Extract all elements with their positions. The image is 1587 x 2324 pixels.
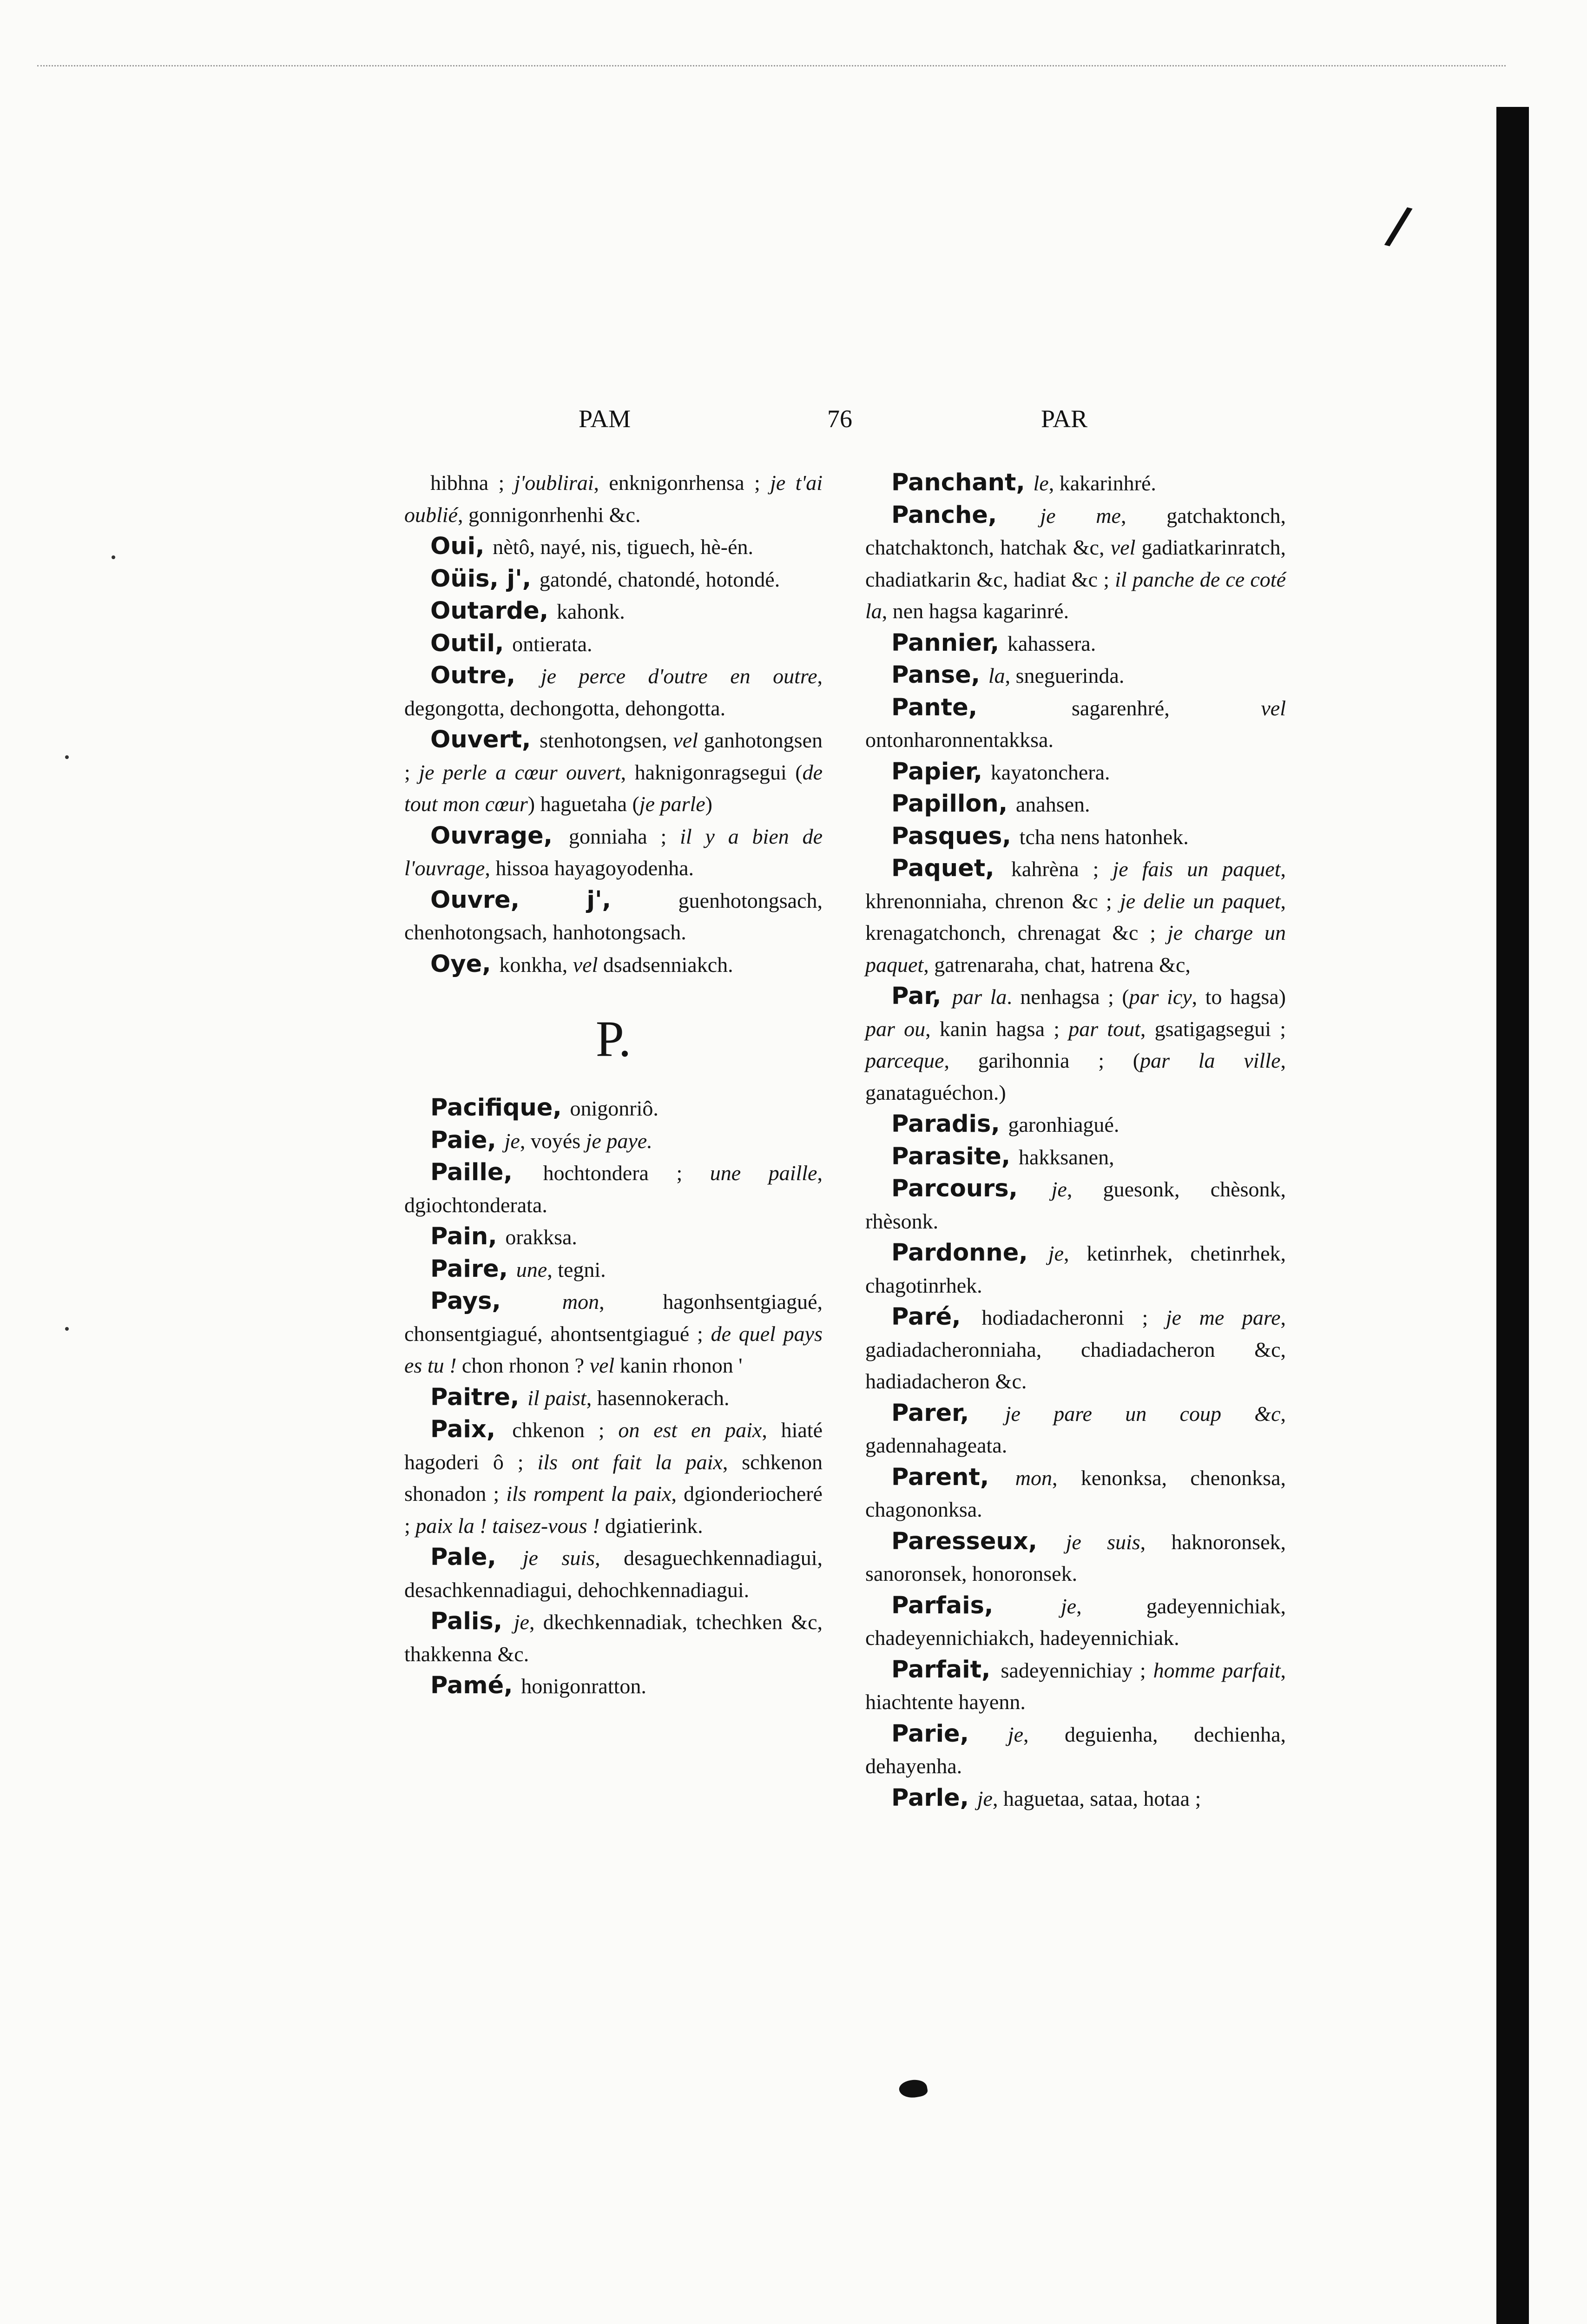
definition-text: konkha,: [499, 952, 573, 977]
headword: Paille,: [430, 1159, 543, 1186]
definition-text: kanin rhonon ': [614, 1353, 743, 1377]
headword: Parie,: [891, 1720, 1008, 1748]
right-entries: [865, 467, 1286, 1815]
french-gloss: de tout mon cœur: [404, 760, 823, 816]
french-gloss: je: [1060, 1594, 1077, 1618]
french-gloss: mon: [562, 1290, 599, 1314]
french-gloss: j'oublirai: [514, 471, 594, 495]
definition-text: , voyés: [520, 1129, 586, 1153]
french-gloss: je: [504, 1129, 520, 1153]
dictionary-entry: [865, 1141, 1286, 1174]
french-gloss: ils rompent la paix: [506, 1482, 672, 1505]
headword: Parfais,: [891, 1591, 1061, 1619]
definition-text: onigonriô.: [570, 1096, 659, 1120]
definition-text: . nenhagsa ; (: [1007, 985, 1129, 1009]
dictionary-entry: [404, 949, 823, 981]
french-gloss: ils ont fait la paix: [537, 1450, 723, 1474]
dictionary-entry: [865, 788, 1286, 821]
dictionary-entry: [865, 1526, 1286, 1590]
french-gloss: de quel pays es tu !: [404, 1321, 823, 1377]
dictionary-entry: [865, 692, 1286, 756]
definition-text: , ketinrhek, chetinrhek, chagotinrhek.: [865, 1241, 1286, 1297]
left-entries-p: [404, 1092, 823, 1703]
dictionary-entry: [404, 724, 823, 820]
dictionary-entry: [865, 467, 1286, 500]
french-gloss: je paye.: [586, 1129, 652, 1153]
headword: Paré,: [891, 1303, 982, 1331]
page-edge-shadow: [1496, 107, 1529, 2324]
definition-text: , desaguechkennadiagui, desachkennadiagui, dehochkennadiagui.: [404, 1546, 823, 1602]
definition-text: , hagonhsentgiagué, chonsentgiagué, ahontsentgiagué ;: [404, 1290, 823, 1346]
definition-text: , garihonnia ; (: [944, 1049, 1140, 1072]
ink-blot: [898, 2078, 928, 2100]
french-gloss: homme parfait: [1153, 1658, 1281, 1682]
headword: Parer,: [891, 1399, 1005, 1427]
definition-text: garonhiagué.: [1008, 1113, 1119, 1136]
definition-text: , haguetaa, sataa, hotaa ;: [992, 1786, 1201, 1810]
right-column: [865, 467, 1286, 1815]
dictionary-entry: [865, 1590, 1286, 1654]
definition-text: , gatchaktonch, chatchaktonch, hatchak &c,: [865, 503, 1286, 559]
dictionary-entry: [865, 821, 1286, 853]
french-gloss: je parle: [639, 792, 705, 816]
headword: Paradis,: [891, 1110, 1008, 1138]
french-gloss: une: [516, 1257, 547, 1281]
headword: Par,: [891, 983, 953, 1010]
definition-text: , guesonk, chèsonk, rhèsonk.: [865, 1177, 1286, 1233]
headword: Oüis, j',: [430, 565, 540, 593]
headword: Outil,: [430, 629, 513, 657]
headword: Pannier,: [891, 629, 1008, 657]
definition-text: , to hagsa): [1192, 985, 1286, 1009]
french-gloss: par la: [952, 985, 1007, 1009]
top-edge-mark: [37, 65, 1506, 66]
definition-text: , haknoronsek, sanoronsek, honoronsek.: [865, 1530, 1286, 1585]
dictionary-entry: [865, 627, 1286, 660]
dictionary-entry: [404, 1157, 823, 1221]
headword: Panse,: [891, 661, 988, 689]
definition-text: ontierata.: [512, 632, 593, 656]
dictionary-entry: [404, 1670, 823, 1703]
definition-text: kahassera.: [1007, 631, 1096, 655]
french-gloss: par la ville: [1140, 1049, 1281, 1072]
definition-text: guenhotongsach, chenhotongsach, hanhotongsach.: [404, 888, 823, 944]
french-gloss: je: [977, 1786, 993, 1810]
definition-text: sagarenhré,: [1072, 696, 1261, 720]
definition-text: gonniaha ;: [569, 824, 680, 848]
left-column: [404, 467, 823, 1703]
dictionary-entry: [865, 660, 1286, 692]
dictionary-entry: [865, 756, 1286, 789]
french-gloss: vel: [573, 952, 598, 977]
french-gloss: je me pare: [1166, 1306, 1281, 1329]
headword: Paitre,: [430, 1383, 528, 1411]
headword: Parcours,: [891, 1175, 1052, 1202]
headword: Ouvert,: [430, 726, 540, 753]
dictionary-entry: [404, 531, 823, 563]
headword: Panche,: [891, 501, 1040, 529]
definition-text: , tegni.: [547, 1257, 606, 1281]
french-gloss: vel: [589, 1353, 615, 1377]
headword: Parle,: [891, 1784, 977, 1812]
dictionary-entry: [404, 1382, 823, 1414]
french-gloss: par tout: [1068, 1017, 1140, 1041]
dictionary-entry: [865, 1237, 1286, 1301]
headword: Pante,: [891, 693, 1072, 721]
definition-text: , schkenon shonadon ;: [404, 1450, 823, 1505]
definition-text: , hiachtente hayenn.: [865, 1658, 1286, 1714]
french-gloss: je suis: [522, 1546, 595, 1570]
dictionary-entry: [404, 1221, 823, 1254]
french-gloss: je me: [1040, 503, 1121, 528]
headword: Pasques,: [891, 822, 1020, 850]
definition-text: kayatonchera.: [990, 760, 1110, 784]
headword: Pardonne,: [891, 1239, 1048, 1267]
definition-text: ontonharonnentakksa.: [865, 728, 1054, 752]
dictionary-entry: [404, 1414, 823, 1542]
section-letter: P.: [595, 1010, 632, 1067]
definition-text: , gsatigagsegui ;: [1140, 1017, 1286, 1041]
left-entries-o: [404, 467, 823, 981]
definition-text: hochtondera ;: [543, 1161, 710, 1185]
headword: Pale,: [430, 1544, 523, 1571]
definition-text: , nen hagsa kagarinré.: [882, 599, 1069, 623]
definition-text: , gonnigonrhenhi &c.: [457, 502, 641, 527]
definition-text: , ganataguéchon.): [865, 1049, 1286, 1104]
definition-text: anahsen.: [1015, 792, 1090, 816]
french-gloss: je: [1051, 1177, 1067, 1201]
french-gloss: je charge un paquet: [865, 921, 1286, 977]
page-number: 76: [827, 405, 852, 433]
french-gloss: vel: [673, 728, 698, 752]
dictionary-entry: [865, 981, 1286, 1109]
speck: [65, 1327, 69, 1331]
definition-text: tcha nens hatonhek.: [1019, 825, 1189, 849]
definition-text: ): [705, 792, 712, 816]
speck: [112, 555, 115, 559]
headword: Oui,: [430, 533, 493, 560]
headword: Parfait,: [891, 1656, 1001, 1684]
definition-text: gadiatkarinratch, chadiatkarin &c, hadiat &c ;: [865, 535, 1286, 591]
headword: Papillon,: [891, 790, 1016, 818]
definition-text: dsadsenniakch.: [598, 952, 733, 977]
definition-text: hakksanen,: [1018, 1145, 1114, 1169]
definition-text: , degongotta, dechongotta, dehongotta.: [404, 664, 823, 720]
definition-text: , gadeyennichiak, chadeyennichiakch, hadeyennichiak.: [865, 1594, 1286, 1650]
definition-text: honigonratton.: [521, 1674, 646, 1698]
headword: Parasite,: [891, 1142, 1019, 1170]
headword: Panchant,: [891, 469, 1034, 496]
headword: Ouvre, j',: [430, 886, 678, 914]
headword: Pain,: [430, 1223, 506, 1250]
headword: Parent,: [891, 1463, 1015, 1491]
headword: Paire,: [430, 1255, 516, 1283]
speck: [65, 755, 69, 759]
definition-text: dgiatierink.: [599, 1513, 703, 1538]
handwritten-mark: /: [1382, 194, 1416, 257]
definition-text: ) haguetaha (: [527, 792, 639, 816]
running-head-right: PAR: [1041, 405, 1088, 433]
french-gloss: mon: [1015, 1466, 1053, 1490]
dictionary-entry: [865, 1462, 1286, 1526]
headword: Pamé,: [430, 1672, 521, 1699]
dictionary-entry: [865, 1654, 1286, 1718]
definition-text: , enknigonrhensa ;: [593, 471, 770, 495]
definition-text: , hiaté hagoderi ô ;: [404, 1418, 823, 1474]
headword: Pays,: [430, 1287, 562, 1315]
definition-text: , gadennahageata.: [865, 1401, 1286, 1457]
french-gloss: parceque: [865, 1049, 944, 1072]
french-gloss: il panche de ce coté la: [865, 567, 1286, 623]
french-gloss: vel: [1261, 696, 1286, 720]
dictionary-entry: [404, 885, 823, 949]
definition-text: , dkechkennadiak, tchechken &c, thakkenna &c.: [404, 1610, 823, 1666]
french-gloss: une paille: [710, 1161, 817, 1185]
definition-text: gatondé, chatondé, hotondé.: [539, 567, 780, 591]
french-gloss: vel: [1110, 535, 1136, 559]
definition-text: ganhotongsen ;: [404, 728, 823, 784]
definition-text: , kanin hagsa ;: [925, 1017, 1069, 1041]
definition-text: chkenon ;: [512, 1418, 619, 1442]
definition-text: hodiadacheronni ;: [981, 1306, 1166, 1329]
headword: Outarde,: [430, 597, 557, 625]
dictionary-entry: [404, 1286, 823, 1382]
dictionary-entry: [865, 1173, 1286, 1237]
french-gloss: je fais un paquet: [1113, 857, 1281, 881]
french-gloss: le: [1033, 471, 1049, 495]
definition-text: kahrèna ;: [1011, 857, 1113, 881]
dictionary-entry: [865, 1783, 1286, 1815]
dictionary-entry: [404, 660, 823, 724]
definition-text: sadeyennichiay ;: [1001, 1658, 1153, 1682]
definition-text: , krenagatchonch, chrenagat &c ;: [865, 889, 1286, 944]
dictionary-entry: [404, 820, 823, 885]
french-gloss: je pare un coup &c: [1005, 1401, 1281, 1426]
french-gloss: je delie un paquet: [1119, 889, 1281, 913]
definition-text: nètô, nayé, nis, tiguech, hè-én.: [493, 535, 754, 559]
dictionary-entry: [404, 1254, 823, 1286]
french-gloss: je: [1008, 1722, 1023, 1746]
dictionary-entry: [404, 467, 823, 531]
dictionary-entry: [404, 1092, 823, 1125]
headword: Palis,: [430, 1608, 514, 1635]
definition-text: , kenonksa, chenonksa, chagononksa.: [865, 1466, 1286, 1521]
dictionary-entry: [865, 1398, 1286, 1462]
french-gloss: la: [988, 664, 1005, 687]
dictionary-entry: [404, 628, 823, 660]
french-gloss: il y a bien de l'ouvrage: [404, 824, 823, 880]
french-gloss: je: [514, 1610, 529, 1634]
definition-text: , deguienha, dechienha, dehayenha.: [865, 1722, 1286, 1778]
definition-text: hibhna ;: [430, 471, 514, 495]
french-gloss: on est en paix: [618, 1418, 762, 1442]
headword: Pacifique,: [430, 1094, 570, 1122]
headword: Outre,: [430, 662, 541, 689]
definition-text: , khrenonniaha, chrenon &c ;: [865, 857, 1286, 913]
headword: Paix,: [430, 1416, 513, 1443]
headword: Ouvrage,: [430, 822, 569, 850]
definition-text: , hasennokerach.: [586, 1386, 730, 1410]
definition-text: , dgiochtonderata.: [404, 1161, 823, 1217]
french-gloss: je suis: [1066, 1530, 1140, 1554]
definition-text: orakksa.: [505, 1225, 577, 1249]
dictionary-entry: [404, 563, 823, 596]
dictionary-entry: [404, 1125, 823, 1157]
dictionary-entry: [404, 1606, 823, 1670]
definition-text: , kakarinhré.: [1048, 471, 1156, 495]
dictionary-entry: [865, 1718, 1286, 1783]
definition-text: , gadiadacheronniaha, chadiadacheron &c, hadiadacheron &c.: [865, 1306, 1286, 1393]
definition-text: stenhotongsen,: [540, 728, 673, 752]
headword: Paie,: [430, 1126, 505, 1154]
definition-text: , dgionderiocheré ;: [404, 1482, 823, 1538]
definition-text: , haknigonragsegui (: [620, 760, 803, 784]
french-gloss: par ou: [865, 1017, 926, 1041]
definition-text: , sneguerinda.: [1005, 664, 1125, 687]
headword: Paresseux,: [891, 1527, 1066, 1555]
french-gloss: il paist: [527, 1386, 586, 1410]
dictionary-entry: [865, 1301, 1286, 1398]
french-gloss: je perce d'outre en outre: [540, 664, 817, 688]
french-gloss: je t'ai oublié: [404, 471, 823, 527]
headword: Oye,: [430, 950, 500, 978]
french-gloss: paix la ! taisez-vous !: [415, 1513, 600, 1538]
dictionary-entry: [865, 500, 1286, 627]
running-head-left: PAM: [579, 405, 631, 433]
definition-text: chon rhonon ?: [456, 1353, 590, 1377]
definition-text: , hissoa hayagoyodenha.: [485, 856, 694, 880]
french-gloss: je perle a cœur ouvert: [419, 760, 621, 784]
headword: Paquet,: [891, 855, 1011, 882]
french-gloss: je: [1048, 1241, 1064, 1265]
dictionary-entry: [404, 1542, 823, 1606]
dictionary-entry: [404, 595, 823, 628]
definition-text: kahonk.: [556, 600, 625, 623]
dictionary-entry: [865, 853, 1286, 981]
dictionary-entry: [865, 1109, 1286, 1141]
definition-text: , gatrenaraha, chat, hatrena &c,: [923, 952, 1191, 977]
headword: Papier,: [891, 758, 991, 786]
french-gloss: par icy: [1129, 985, 1192, 1009]
